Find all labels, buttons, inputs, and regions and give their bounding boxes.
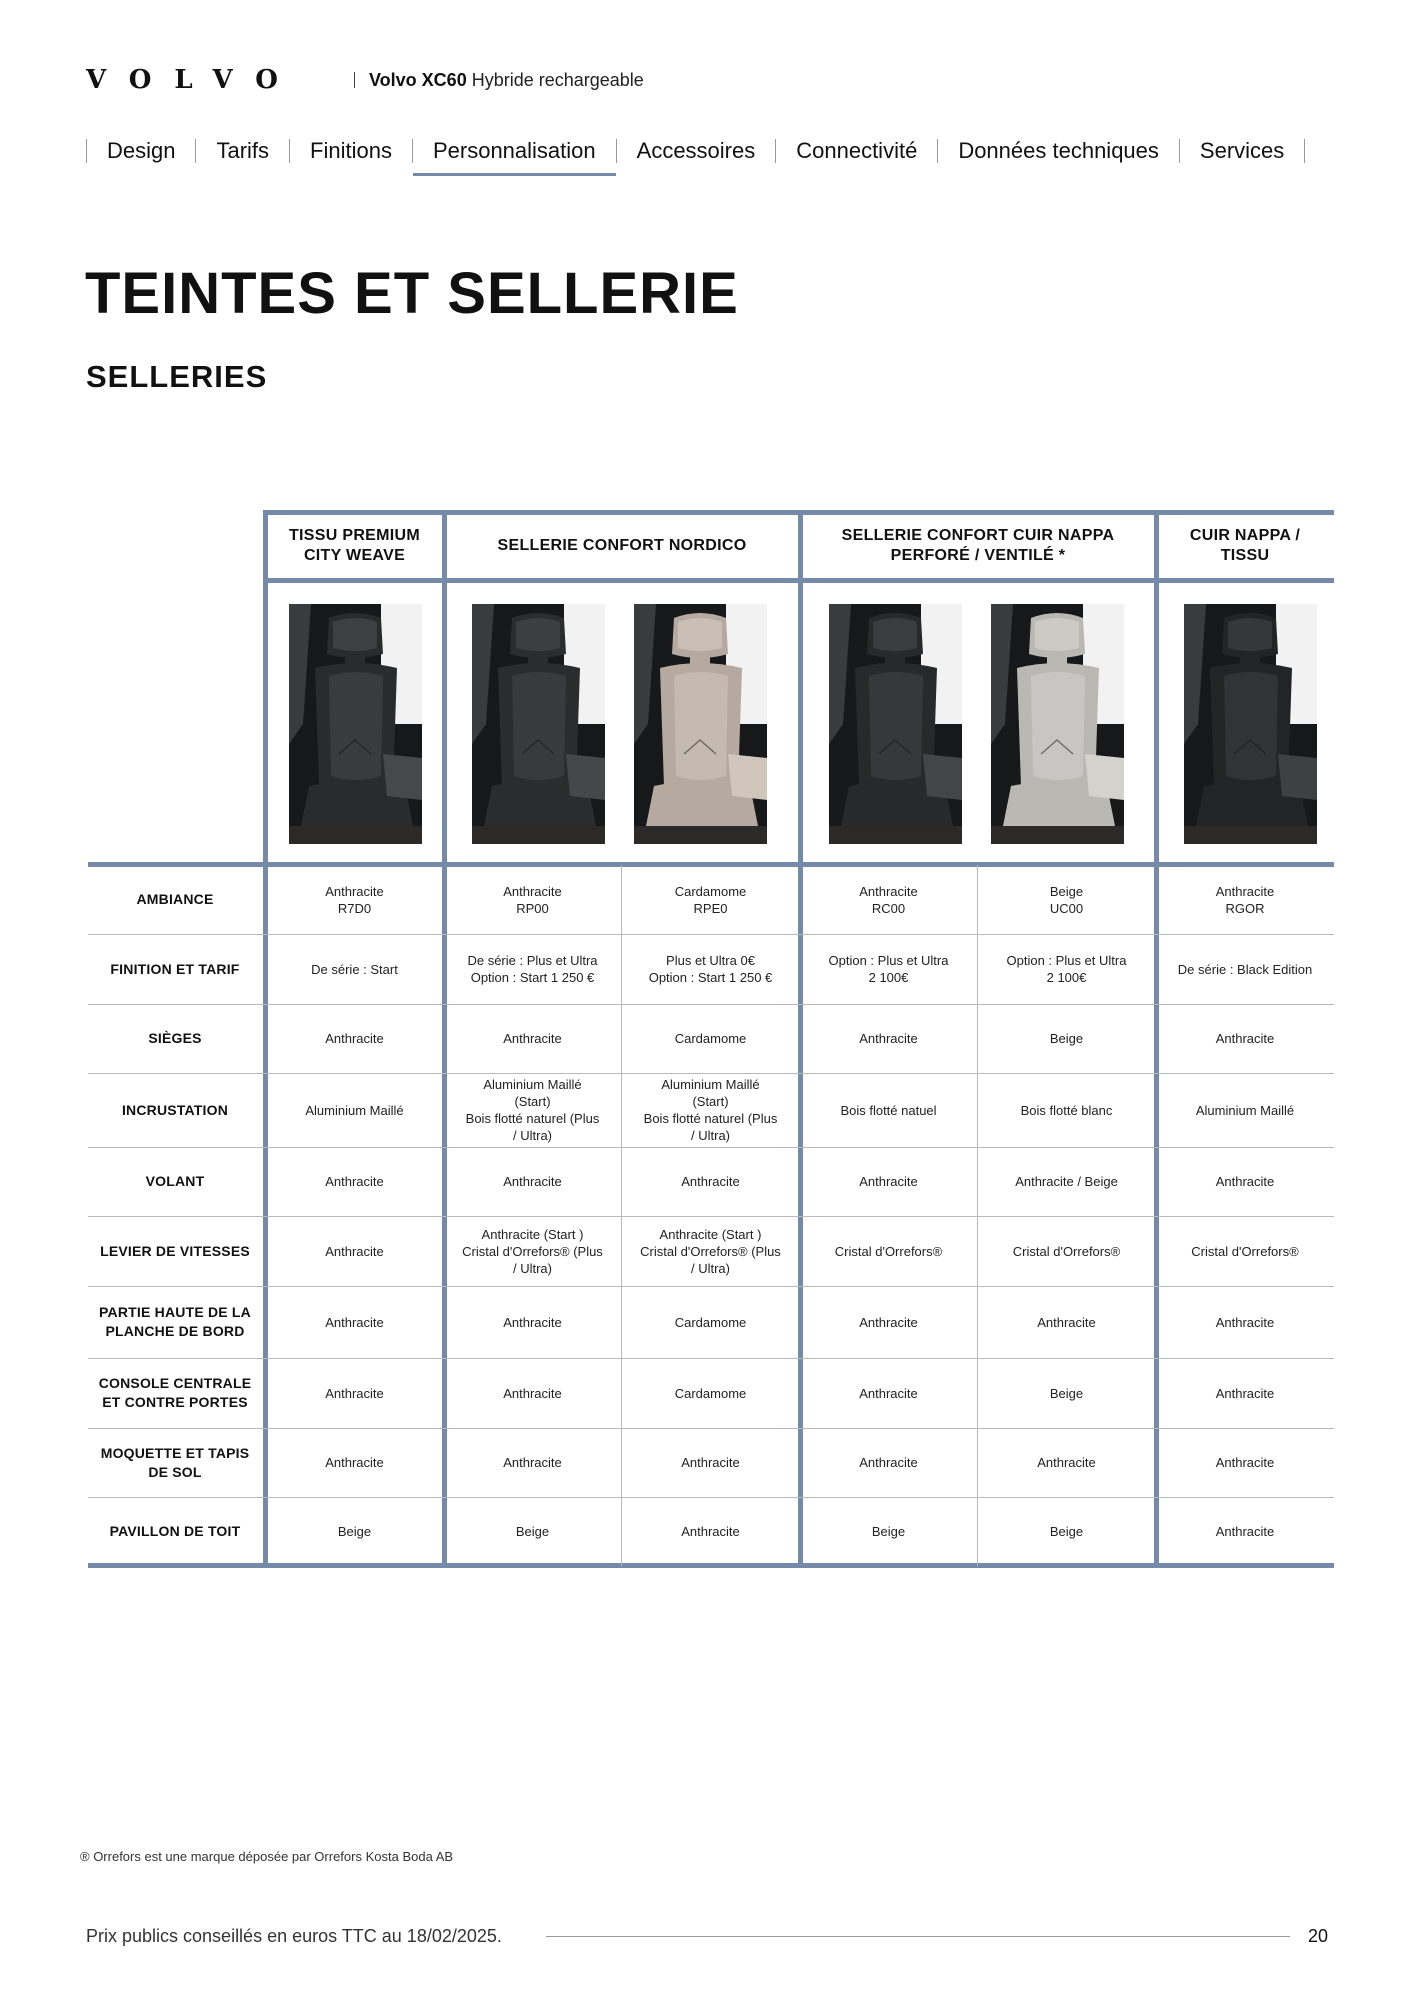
seat-illustration — [829, 604, 962, 844]
nav-tab-personnalisation[interactable]: Personnalisation — [413, 132, 616, 170]
row-label: AMBIANCE — [136, 891, 214, 907]
group-header: TISSU PREMIUM CITY WEAVE — [288, 527, 421, 564]
footnote: ® Orrefors est une marque déposée par Orrefors Kosta Boda AB — [80, 1849, 454, 1864]
table-cell: Cardamome — [674, 1385, 747, 1401]
table-cell: Beige — [1049, 1524, 1084, 1539]
table-cell: Beige — [337, 1524, 372, 1539]
table-cell: Anthracite — [681, 1455, 740, 1470]
table-cell: Bois flotté blanc — [1020, 1102, 1113, 1118]
table-cell: Anthracite — [1037, 1314, 1096, 1330]
table-cell: Anthracite — [503, 1314, 562, 1330]
seat-image — [472, 604, 605, 844]
seat-image — [991, 604, 1124, 844]
table-cell: Anthracite (Start ) Cristal d'Orrefors® (Plus / Ultra) — [640, 1226, 781, 1276]
row-label: CONSOLE CENTRALE ET CONTRE PORTES — [98, 1375, 252, 1410]
row-label: LEVIER DE VITESSES — [100, 1242, 250, 1259]
row-label: SIÈGES — [148, 1030, 202, 1046]
group-header: CUIR NAPPA / TISSU — [1189, 527, 1301, 564]
table-cell: Beige UC00 — [1049, 883, 1084, 916]
footer-note: Prix publics conseillés en euros TTC au 18/02/2025. — [86, 1926, 502, 1946]
seat-image — [289, 604, 422, 844]
nav-tab-connectivite[interactable]: Connectivité — [796, 138, 918, 163]
nav-tab-tarifs[interactable]: Tarifs — [216, 138, 270, 163]
table-cell: Anthracite — [859, 1031, 918, 1046]
table-cell: Beige — [1049, 1385, 1084, 1401]
group-header: SELLERIE CONFORT CUIR NAPPA PERFORÉ / VENTILÉ * — [841, 527, 1115, 564]
table-cell: Cardamome RPE0 — [674, 883, 747, 916]
table-cell: Anthracite — [859, 1174, 918, 1189]
table-cell: Anthracite — [1215, 1174, 1275, 1189]
page-title: TEINTES ET SELLERIE — [85, 261, 739, 326]
table-cell: Anthracite — [325, 1174, 384, 1189]
column-divider — [977, 865, 978, 1566]
table-cell: Option : Plus et Ultra 2 100€ — [828, 953, 949, 985]
seat-illustration — [289, 604, 422, 844]
table-cell: Anthracite — [1215, 1031, 1275, 1046]
row-label: INCRUSTATION — [121, 1101, 229, 1118]
table-cell: Anthracite / Beige — [1015, 1174, 1118, 1189]
table-cell: Anthracite — [503, 1455, 562, 1470]
table-cell: Anthracite — [1215, 1455, 1275, 1470]
section-subtitle: SELLERIES — [86, 359, 268, 394]
table-cell: Beige — [515, 1524, 550, 1539]
table-cell: De série : Plus et Ultra Option : Start 1 250 € — [467, 953, 598, 985]
seat-image — [1184, 604, 1317, 844]
table-cell: Anthracite (Start ) Cristal d'Orrefors® (Plus / Ultra) — [462, 1226, 603, 1276]
table-cell: Option : Plus et Ultra 2 100€ — [1006, 953, 1127, 985]
table-cell: Aluminium Maillé (Start) Bois flotté naturel (Plus / Ultra) — [643, 1077, 778, 1143]
table-cell: Anthracite — [1215, 1385, 1275, 1401]
nav-tab-services[interactable]: Services — [1199, 138, 1285, 163]
table-cell: Anthracite RP00 — [503, 883, 562, 916]
page-number: 20 — [1308, 1926, 1329, 1946]
table-cell: Anthracite — [503, 1174, 562, 1189]
column-divider — [621, 865, 622, 1566]
row-label: VOLANT — [145, 1173, 205, 1189]
nav-tab-finitions[interactable]: Finitions — [310, 138, 392, 163]
table-cell: De série : Start — [311, 961, 398, 977]
table-cell: Aluminium Maillé (Start) Bois flotté naturel (Plus / Ultra) — [465, 1077, 600, 1143]
model-name-bold: Volvo XC60 — [369, 70, 467, 90]
table-cell: Anthracite RGOR — [1215, 883, 1275, 916]
table-cell: Cardamome — [674, 1314, 747, 1330]
footer-divider — [546, 1936, 1290, 1937]
table-cell: Anthracite — [325, 1243, 384, 1259]
table-cell: Anthracite — [859, 1314, 918, 1330]
table-cell: Anthracite — [325, 1314, 384, 1330]
row-label: MOQUETTE ET TAPIS DE SOL — [100, 1444, 250, 1480]
seat-illustration — [472, 604, 605, 844]
nav-tab-accessoires[interactable]: Accessoires — [636, 138, 756, 163]
table-cell: Anthracite — [681, 1174, 740, 1189]
table-cell: Bois flotté natuel — [840, 1102, 937, 1118]
table-cell: Anthracite — [325, 1031, 384, 1046]
table-cell: Anthracite — [681, 1524, 740, 1539]
row-label: FINITION ET TARIF — [110, 960, 240, 977]
seat-illustration — [634, 604, 767, 844]
table-cell: Aluminium Maillé — [305, 1102, 404, 1118]
table-cell: Beige — [871, 1524, 906, 1539]
table-cell: Aluminium Maillé — [1195, 1102, 1295, 1118]
nav-tab-donnees-techniques[interactable]: Données techniques — [958, 138, 1159, 163]
table-cell: Anthracite — [503, 1031, 562, 1046]
table-cell: Anthracite — [325, 1455, 384, 1470]
table-cell: Anthracite — [325, 1385, 384, 1401]
table-cell: Anthracite R7D0 — [325, 883, 384, 916]
table-cell: Anthracite RC00 — [859, 883, 918, 916]
table-cell: De série : Black Edition — [1177, 961, 1313, 977]
row-label: PARTIE HAUTE DE LA PLANCHE DE BORD — [99, 1304, 251, 1339]
seat-image — [829, 604, 962, 844]
group-header: SELLERIE CONFORT NORDICO — [497, 537, 747, 554]
table-cell: Anthracite — [1037, 1455, 1096, 1470]
volvo-logo: VOLVO — [86, 65, 301, 95]
table-cell: Anthracite — [503, 1385, 562, 1401]
table-cell: Anthracite — [1215, 1314, 1275, 1330]
row-label: PAVILLON DE TOIT — [109, 1523, 241, 1539]
model-name-rest: Hybride rechargeable — [471, 70, 644, 90]
table-cell: Plus et Ultra 0€ Option : Start 1 250 € — [648, 953, 773, 985]
table-cell: Cristal d'Orrefors® — [834, 1243, 943, 1259]
table-cell: Anthracite — [859, 1385, 918, 1401]
table-cell: Anthracite — [1215, 1524, 1275, 1539]
table-cell: Beige — [1049, 1031, 1084, 1046]
table-cell: Anthracite — [859, 1455, 918, 1470]
table-cell: Cristal d'Orrefors® — [1012, 1243, 1121, 1259]
nav-tab-design[interactable]: Design — [107, 138, 176, 163]
table-cell: Cardamome — [674, 1031, 747, 1046]
seat-image — [634, 604, 767, 844]
seat-illustration — [991, 604, 1124, 844]
table-cell: Cristal d'Orrefors® — [1191, 1243, 1299, 1259]
seat-illustration — [1184, 604, 1317, 844]
